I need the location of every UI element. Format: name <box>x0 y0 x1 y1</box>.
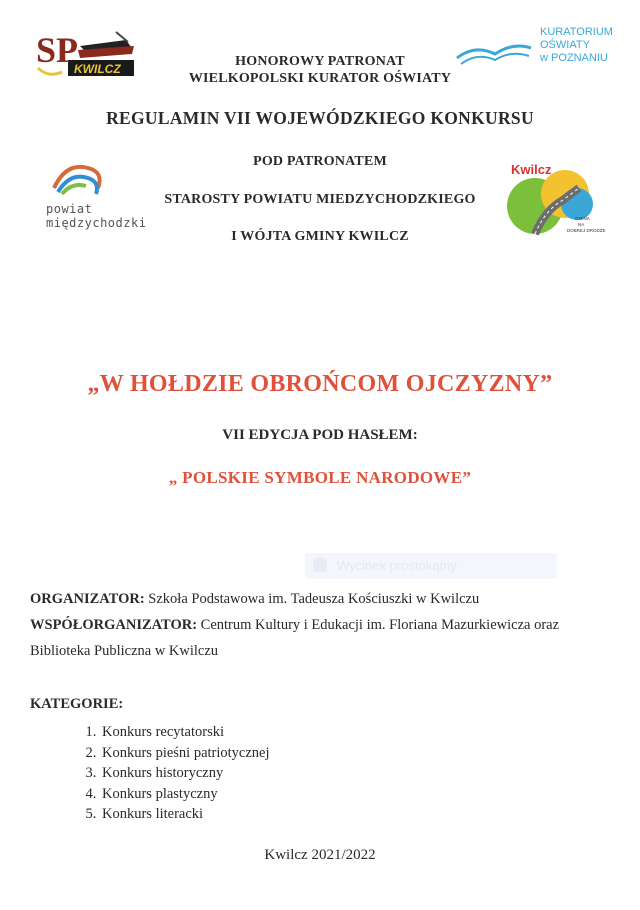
contest-motto: „ POLSKIE SYMBOLE NARODOWE” <box>168 468 472 487</box>
patronage-line3: I WÓJTA GMINY KWILCZ <box>231 229 409 244</box>
powiat-logo <box>44 158 154 240</box>
kuratorium-line: OŚWIATY <box>540 39 590 51</box>
co-organizer-line <box>30 617 559 634</box>
powiat-line: międzychodzki <box>46 216 147 230</box>
gmina-kwilcz-logo <box>505 160 606 240</box>
rectangular-snip-button[interactable] <box>305 553 557 579</box>
document-title: REGULAMIN VII WOJEWÓDZKIEGO KONKURSU <box>106 108 534 128</box>
gmina-logo-line: GMINA <box>575 216 590 221</box>
category-item: 1. Konkurs recytatorski <box>100 722 270 743</box>
categories-label: KATEGORIE: <box>30 696 124 712</box>
footer-year: Kwilcz 2021/2022 <box>264 847 376 863</box>
svg-text:KWILCZ: KWILCZ <box>74 62 121 76</box>
patronage-line2: STAROSTY POWIATU MIEDZYCHODZKIEGO <box>164 192 476 207</box>
powiat-line: powiat <box>46 202 93 216</box>
rectangular-snip-label: Wycinek prostokątny <box>337 558 457 573</box>
co-organizer-text: Centrum Kultury i Edukacji im. Floriana Mazurkiewicza oraz <box>197 617 560 633</box>
kuratorium-line: w POZNANIU <box>540 52 608 64</box>
honorary-patronage-line2: WIELKOPOLSKI KURATOR OŚWIATY <box>188 71 452 86</box>
kuratorium-line: KURATORIUM <box>540 26 613 38</box>
contest-edition: VII EDYCJA POD HASŁEM: <box>222 427 418 443</box>
honorary-patronage-line1: HONOROWY PATRONAT <box>235 54 405 69</box>
snip-icon <box>313 558 327 572</box>
category-item: 5. Konkurs literacki <box>100 804 270 825</box>
organizer-line <box>30 591 479 608</box>
organizer-text: Szkoła Podstawowa im. Tadeusza Kościuszki w Kwilczu <box>144 591 480 607</box>
svg-text:SP: SP <box>36 30 79 70</box>
gmina-logo-line: DOBREJ DRODZE <box>567 228 606 233</box>
category-item: 4. Konkurs plastyczny <box>100 784 270 805</box>
category-item: 2. Konkurs pieśni patriotycznej <box>100 743 270 764</box>
organizer-label: ORGANIZATOR: <box>30 591 145 607</box>
category-item: 3. Konkurs historyczny <box>100 763 270 784</box>
categories-list <box>60 722 270 825</box>
co-organizer-label: WSPÓŁORGANIZATOR: <box>30 617 198 633</box>
gmina-logo-line: NA <box>578 222 585 227</box>
patronage-line1: POD PATRONATEM <box>253 154 387 169</box>
contest-name: „W HOŁDZIE OBROŃCOM OJCZYZNY” <box>87 371 553 397</box>
co-organizer-text-line2: Biblioteka Publiczna w Kwilczu <box>30 643 219 659</box>
gmina-logo-title: Kwilcz <box>511 162 552 177</box>
